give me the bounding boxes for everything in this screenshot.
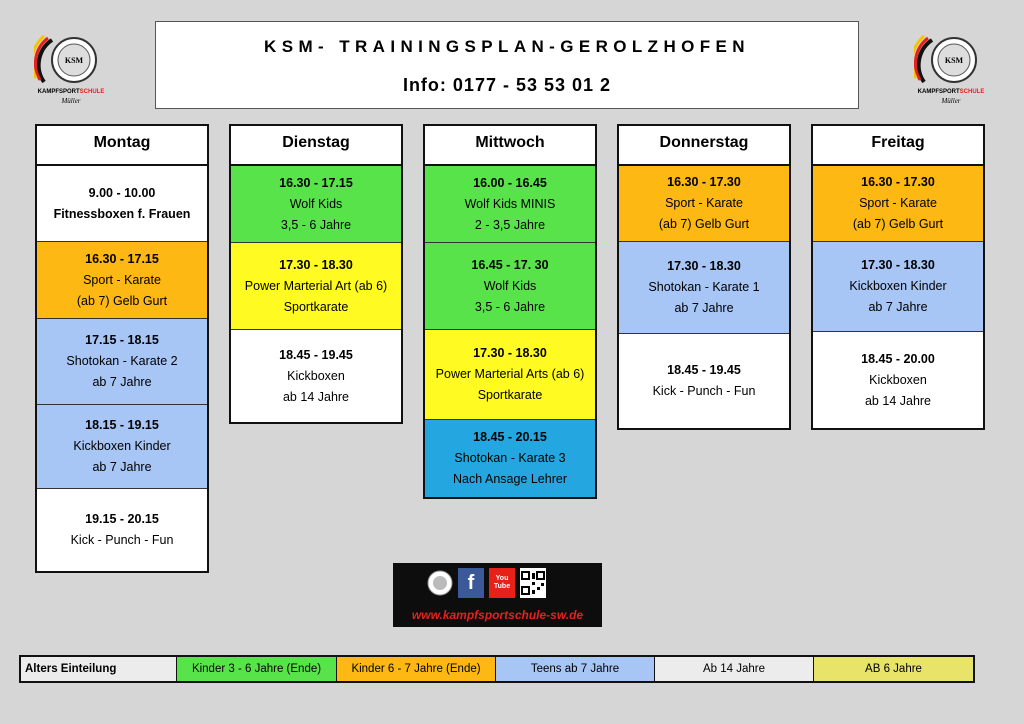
- slot-line: Sportkarate: [283, 299, 349, 314]
- slot-time: 16.00 - 16.45: [473, 175, 547, 190]
- time-slot: [425, 420, 595, 497]
- slot-line: Kickboxen: [869, 372, 927, 387]
- slot-line: Kickboxen: [287, 368, 345, 383]
- slot-line: Power Marterial Arts (ab 6): [435, 367, 585, 381]
- time-slot: [231, 243, 401, 330]
- time-slot: [813, 332, 983, 428]
- time-slot: [37, 489, 207, 571]
- slot-line: Shotokan - Karate 1: [648, 280, 760, 294]
- slot-time: 16.30 - 17.30: [861, 175, 935, 189]
- slot-line: Kick - Punch - Fun: [70, 533, 174, 547]
- facebook-icon[interactable]: f: [458, 568, 484, 598]
- slot-time: 17.30 - 18.30: [473, 346, 547, 360]
- slot-line: (ab 7) Gelb Gurt: [76, 293, 168, 308]
- slot-line: ab 7 Jahre: [92, 460, 152, 474]
- time-slot: [37, 405, 207, 489]
- slot-line: ab 7 Jahre: [868, 300, 928, 314]
- slot-line: Nach Ansage Lehrer: [453, 472, 567, 486]
- slot-line: ab 14 Jahre: [282, 389, 350, 404]
- page-title: KSM- TRAININGSPLAN-GEROLZHOFEN: [264, 37, 750, 56]
- slot-time: 16.45 - 17. 30: [471, 257, 549, 272]
- slot-time: 17.30 - 18.30: [861, 258, 935, 272]
- legend-label: Alters Einteilung: [21, 657, 177, 681]
- logo-sub: Müller: [61, 97, 81, 105]
- time-slot: [37, 319, 207, 405]
- legend-item: Ab 14 Jahre: [655, 657, 814, 681]
- slot-line: ab 7 Jahre: [674, 301, 734, 315]
- slot-line: Sport - Karate: [83, 272, 161, 287]
- slot-line: Sport - Karate: [859, 196, 937, 210]
- legend-item: AB 6 Jahre: [814, 657, 973, 681]
- slot-line: Kickboxen Kinder: [849, 279, 947, 293]
- day-column-mittwoch: [423, 124, 597, 499]
- qr-code-icon[interactable]: [520, 568, 546, 598]
- slot-line: Fitnessboxen f. Frauen: [53, 206, 191, 221]
- website-link[interactable]: www.kampfsportschule-sw.de: [411, 608, 584, 622]
- slot-line: (ab 7) Gelb Gurt: [852, 217, 944, 231]
- slot-line: Kickboxen Kinder: [73, 439, 171, 453]
- time-slot: [425, 330, 595, 420]
- time-slot: [231, 330, 401, 422]
- slot-line: Wolf Kids: [289, 196, 343, 211]
- age-legend: [19, 655, 975, 683]
- slot-time: 18.45 - 19.45: [667, 363, 741, 377]
- slot-line: Wolf Kids: [483, 278, 537, 293]
- slot-time: 18.45 - 20.00: [861, 351, 935, 366]
- slot-time: 19.15 - 20.15: [85, 512, 159, 526]
- time-slot: [37, 242, 207, 319]
- slot-line: Sportkarate: [477, 388, 543, 402]
- slot-line: ab 14 Jahre: [864, 393, 932, 408]
- logo-left: [34, 32, 108, 106]
- slot-time: 16.30 - 17.30: [667, 175, 741, 189]
- logo-sub: Müller: [941, 97, 961, 105]
- time-slot: [619, 334, 789, 428]
- slot-line: 3,5 - 6 Jahre: [280, 217, 352, 232]
- day-column-montag: [35, 124, 209, 573]
- slot-time: 18.45 - 20.15: [473, 430, 547, 444]
- slot-line: Power Marterial Art (ab 6): [244, 278, 388, 293]
- time-slot: [813, 166, 983, 242]
- time-slot: [37, 166, 207, 242]
- slot-time: 18.15 - 19.15: [85, 418, 159, 432]
- legend-item: Kinder 6 - 7 Jahre (Ende): [337, 657, 496, 681]
- slot-time: 17.15 - 18.15: [85, 333, 159, 347]
- slot-time: 16.30 - 17.15: [85, 251, 159, 266]
- slot-line: ab 7 Jahre: [92, 375, 152, 389]
- time-slot: [619, 242, 789, 334]
- slot-line: Wolf Kids MINIS: [464, 196, 556, 211]
- slot-time: 9.00 - 10.00: [88, 185, 156, 200]
- slot-time: 17.30 - 18.30: [279, 257, 353, 272]
- time-slot: [813, 242, 983, 332]
- time-slot: [231, 166, 401, 243]
- day-column-donnerstag: [617, 124, 791, 430]
- header-box: [155, 21, 859, 109]
- legend-item: Kinder 3 - 6 Jahre (Ende): [177, 657, 337, 681]
- day-name: Freitag: [813, 126, 983, 166]
- ksm-seal-small-icon[interactable]: [427, 568, 453, 598]
- logo-brand: KAMPFSPORTSCHULE: [917, 89, 985, 95]
- legend-item: Teens ab 7 Jahre: [496, 657, 655, 681]
- slot-time: 18.45 - 19.45: [279, 347, 353, 362]
- time-slot: [619, 166, 789, 242]
- time-slot: [425, 166, 595, 243]
- slot-line: 3,5 - 6 Jahre: [474, 299, 546, 314]
- slot-line: 2 - 3,5 Jahre: [474, 217, 546, 232]
- slot-time: 17.30 - 18.30: [667, 259, 741, 273]
- svg-text:KSM: KSM: [944, 56, 964, 65]
- slot-line: Shotokan - Karate 3: [454, 451, 566, 465]
- slot-line: (ab 7) Gelb Gurt: [658, 217, 750, 231]
- slot-line: Shotokan - Karate 2: [66, 354, 178, 368]
- logo-right: [914, 32, 988, 106]
- youtube-icon[interactable]: You Tube: [489, 568, 515, 598]
- slot-line: Kick - Punch - Fun: [652, 384, 756, 398]
- info-phone: Info: 0177 - 53 53 01 2: [402, 75, 612, 95]
- day-name: Mittwoch: [425, 126, 595, 166]
- slot-time: 16.30 - 17.15: [279, 175, 353, 190]
- day-column-dienstag: [229, 124, 403, 424]
- day-name: Donnerstag: [619, 126, 789, 166]
- logo-brand: KAMPFSPORTSCHULE: [37, 89, 105, 95]
- svg-text:KSM: KSM: [64, 56, 84, 65]
- time-slot: [425, 243, 595, 330]
- day-name: Dienstag: [231, 126, 401, 166]
- day-name: Montag: [37, 126, 207, 166]
- day-column-freitag: [811, 124, 985, 430]
- social-banner: [393, 563, 602, 627]
- slot-line: Sport - Karate: [665, 196, 743, 210]
